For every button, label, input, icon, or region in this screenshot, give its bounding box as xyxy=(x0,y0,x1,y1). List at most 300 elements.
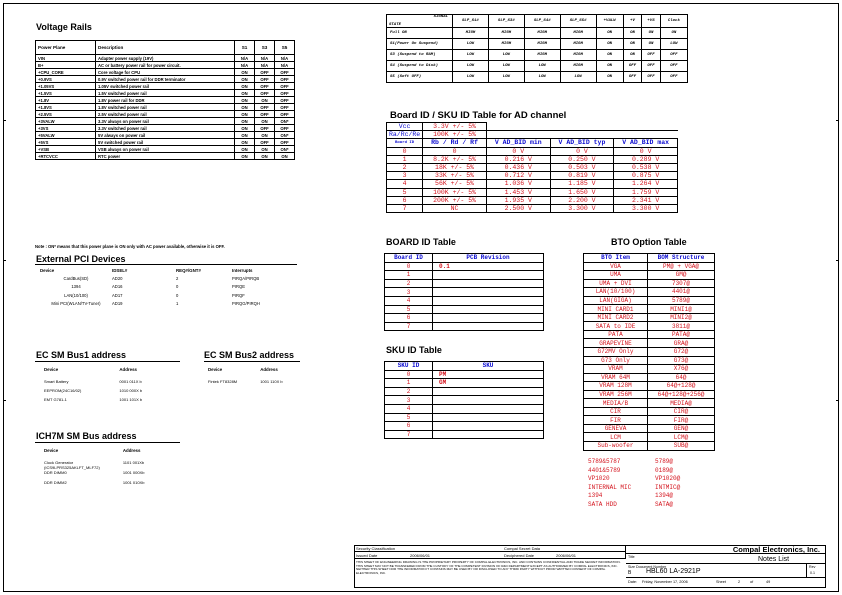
ad-cell: 33K +/- 5% xyxy=(423,172,487,180)
bto-cell-bom: PATA@ xyxy=(648,330,715,339)
rails-row xyxy=(36,90,295,97)
company-name: Compal Electronics, Inc. xyxy=(626,545,826,554)
state-cell: LOW xyxy=(524,72,560,83)
rails-cell: 5V always on power rail xyxy=(96,132,235,139)
bto-extra-row xyxy=(588,501,714,510)
rails-cell: N/A xyxy=(255,62,275,69)
rails-cell: ON* xyxy=(275,146,295,153)
state-cell: LOW xyxy=(453,39,489,50)
state-cell: ON xyxy=(642,39,660,50)
doc-label: Size Document Number xyxy=(628,565,667,569)
state-cell: ON xyxy=(623,28,641,39)
state-signal-label: SIGNAL xyxy=(433,15,448,19)
state-cell: LOW xyxy=(524,61,560,72)
rails-cell: ON xyxy=(235,104,255,111)
pci-row xyxy=(40,300,296,309)
sku-id-cell-id: 3 xyxy=(385,396,433,405)
rails-cell: AC or battery power rail for power circuit. xyxy=(96,62,235,69)
sku-id-title: SKU ID Table xyxy=(386,345,442,355)
bto-extra-item: 4401&5789 xyxy=(588,466,621,474)
rails-cell: ON* xyxy=(275,132,295,139)
rails-cell: Core voltage for CPU xyxy=(96,69,235,76)
state-header-cell: Clock xyxy=(660,15,687,28)
state-cell: HIGH xyxy=(560,28,596,39)
ad-cell: 4 xyxy=(387,180,423,188)
bto-extra-item: 1394 xyxy=(588,492,603,499)
ich7m-bus-title: ICH7M SM Bus address xyxy=(36,431,137,441)
ad-vcc-value: 3.3V +/- 5% xyxy=(423,123,487,131)
state-cell: HIGH xyxy=(453,28,489,39)
ich7m-bus-rule xyxy=(35,442,180,443)
bto-cell-bom: G72@ xyxy=(648,348,715,357)
sku-id-header-value: SKU xyxy=(433,362,544,371)
ad-cell: 0 V xyxy=(486,147,550,155)
ad-header-row xyxy=(387,139,678,147)
state-cell: ON xyxy=(642,28,660,39)
pci-cell: 2 xyxy=(176,275,179,281)
rails-cell: +5VALW xyxy=(36,132,96,139)
security-row xyxy=(354,545,626,552)
date-row xyxy=(626,578,826,588)
bto-row xyxy=(584,322,715,331)
sku-id-cell-id: 4 xyxy=(385,404,433,413)
rails-cell: ON xyxy=(235,132,255,139)
board-id-row xyxy=(385,279,544,288)
zone-tick xyxy=(836,400,839,401)
rails-cell: +5VS xyxy=(36,139,96,146)
smbus-row xyxy=(44,470,180,480)
bto-cell-bom: MINI1@ xyxy=(648,305,715,314)
pci-cell: AD19 xyxy=(112,301,123,307)
rails-cell: 1.8V switched power rail xyxy=(96,104,235,111)
board-id-cell-value xyxy=(433,288,544,297)
state-header-cell: SLP_S1# xyxy=(453,15,489,28)
board-id-cell-id: 6 xyxy=(385,314,433,323)
ad-cell: 5 xyxy=(387,188,423,196)
bto-row xyxy=(584,442,715,451)
board-id-cell-value xyxy=(433,322,544,331)
pci-cell: PIRQG/PIRQH xyxy=(232,301,260,307)
ad-cell: 1.759 V xyxy=(614,188,678,196)
ad-row xyxy=(387,180,678,188)
rails-cell: 0.9V switched power rail for DDR terminator xyxy=(96,76,235,83)
pci-cell: 0 xyxy=(176,284,179,290)
board-id-cell-id: 1 xyxy=(385,271,433,280)
rev-label: Rev xyxy=(809,565,816,569)
rails-row xyxy=(36,97,295,104)
state-cell: LOW xyxy=(453,50,489,61)
rails-cell: ON xyxy=(235,125,255,132)
of-value: 49 xyxy=(766,580,771,584)
ec-sm-bus2-title: EC SM Bus2 address xyxy=(204,350,295,360)
bto-cell-item: VRAM 256M xyxy=(584,390,648,399)
pci-row xyxy=(40,291,296,300)
bto-cell-item: LAN(10/100) xyxy=(584,288,648,297)
bto-cell-item: Sub-woofer xyxy=(584,442,648,451)
board-id-row xyxy=(385,305,544,314)
pci-header-cell: IDSEL# xyxy=(112,267,128,273)
ec-sm-bus2-table xyxy=(208,367,298,388)
ad-row xyxy=(387,172,678,180)
bto-extra-item: VP1020 xyxy=(588,475,610,482)
rails-cell: 5V switched power rail xyxy=(96,139,235,146)
title-label: Title xyxy=(628,555,635,559)
bto-row xyxy=(584,365,715,374)
state-cell: ON xyxy=(660,28,687,39)
ad-cell: 2 xyxy=(387,163,423,171)
bto-cell-bom: G73@ xyxy=(648,356,715,365)
bto-cell-item: UMA xyxy=(584,271,648,280)
rails-cell: Adapter power supply (19V) xyxy=(96,55,235,62)
bto-cell-item: G73 Only xyxy=(584,356,648,365)
state-cell: HIGH xyxy=(560,39,596,50)
board-id-row xyxy=(385,262,544,271)
sku-id-cell-value xyxy=(433,413,544,422)
rails-cell: ON xyxy=(255,97,275,104)
ad-row xyxy=(387,155,678,163)
rails-cell: N/A xyxy=(255,55,275,62)
pci-cell: 1394 xyxy=(71,284,81,290)
board-id-header-row xyxy=(385,254,544,263)
rails-cell: +CPU_CORE xyxy=(36,69,96,76)
bto-cell-item: MINI CARD1 xyxy=(584,305,648,314)
rails-cell: OFF xyxy=(275,69,295,76)
smbus-row xyxy=(44,480,180,490)
rails-row xyxy=(36,55,295,62)
bto-extra-bom: 5789@ xyxy=(655,458,674,465)
state-cell: ON xyxy=(623,39,641,50)
bto-cell-bom: SUB@ xyxy=(648,442,715,451)
rails-cell: ON xyxy=(255,118,275,125)
rails-cell: OFF xyxy=(275,83,295,90)
state-header-cell: SLP_S3# xyxy=(488,15,524,28)
rails-cell: +3VS xyxy=(36,125,96,132)
bto-row xyxy=(584,305,715,314)
smbus-header-cell: Address xyxy=(122,448,141,453)
rails-cell: OFF xyxy=(255,76,275,83)
state-cell: HIGH xyxy=(524,28,560,39)
bto-cell-bom: 5789@ xyxy=(648,296,715,305)
rails-header-cell: S3 xyxy=(255,41,275,55)
ec-sm-bus1-rule xyxy=(35,361,180,362)
sku-id-cell-value: GM xyxy=(433,379,544,388)
smbus-cell: Fintek FT8328M xyxy=(208,379,238,384)
rails-header-cell: Power Plane xyxy=(36,41,96,55)
bto-cell-item: VRAM xyxy=(584,365,648,374)
board-id-cell-id: 0 xyxy=(385,262,433,271)
bto-cell-item: GRAPEVINE xyxy=(584,339,648,348)
state-cell: LOW xyxy=(488,72,524,83)
board-id-cell-id: 3 xyxy=(385,288,433,297)
smbus-cell: EEPROM(24C16/02) xyxy=(44,388,82,393)
bto-row xyxy=(584,356,715,365)
sku-id-cell-value: PM xyxy=(433,370,544,379)
ad-cell: 0 xyxy=(423,147,487,155)
bto-cell-bom: 3811@ xyxy=(648,322,715,331)
date-label: Date: xyxy=(628,580,638,584)
bto-row xyxy=(584,416,715,425)
bto-extra-row xyxy=(588,475,714,484)
state-cell: OFF xyxy=(642,72,660,83)
state-cell: HIGH xyxy=(560,50,596,61)
rails-cell: OFF xyxy=(275,76,295,83)
bto-row xyxy=(584,407,715,416)
state-cell: LOW xyxy=(453,61,489,72)
state-header-cell: SLP_S5# xyxy=(560,15,596,28)
zone-tick xyxy=(836,260,839,261)
ad-cell: 0 V xyxy=(614,147,678,155)
board-id-row xyxy=(385,271,544,280)
deciphered-value: 2006/06/01 xyxy=(556,553,577,558)
bto-cell-bom: LCM@ xyxy=(648,433,715,442)
state-state-label: STATE xyxy=(389,23,402,27)
bto-title: BTO Option Table xyxy=(611,237,687,247)
ad-cell: 1.650 V xyxy=(550,188,614,196)
sku-id-cell-value xyxy=(433,396,544,405)
bto-row xyxy=(584,339,715,348)
ad-cell: 0 V xyxy=(550,147,614,155)
board-id-table xyxy=(384,253,544,331)
state-cell: OFF xyxy=(660,50,687,61)
bto-cell-bom: GRA@ xyxy=(648,339,715,348)
rails-header-cell: S1 xyxy=(235,41,255,55)
ad-cell: 3.300 V xyxy=(614,204,678,212)
bto-row xyxy=(584,390,715,399)
bto-row xyxy=(584,279,715,288)
rails-cell: ON xyxy=(235,97,255,104)
bto-cell-item: LAN(GIGA) xyxy=(584,296,648,305)
board-id-row xyxy=(385,314,544,323)
rails-cell: +1.8V xyxy=(36,97,96,104)
state-cell: ON xyxy=(596,50,623,61)
ad-cell: 0.250 V xyxy=(550,155,614,163)
sku-id-cell-value xyxy=(433,404,544,413)
sku-id-row xyxy=(385,404,544,413)
sku-id-row xyxy=(385,370,544,379)
bto-header-bom: BOM Structure xyxy=(648,254,715,263)
pci-cell: CardBus(SD) xyxy=(63,275,89,281)
smbus-row xyxy=(44,379,174,388)
state-row xyxy=(387,50,688,61)
rails-cell: +2.5VS xyxy=(36,111,96,118)
smbus-cell: 1001 101X b xyxy=(119,397,143,402)
bto-table xyxy=(583,253,715,451)
rails-cell: ON* xyxy=(275,118,295,125)
bto-extra-item: INTERNAL MIC xyxy=(588,483,632,491)
bto-row xyxy=(584,373,715,382)
ad-row xyxy=(387,163,678,171)
pci-cell: PIRQE xyxy=(232,284,246,290)
sku-id-header-row xyxy=(385,362,544,371)
bto-row xyxy=(584,330,715,339)
smbus-cell: Smart Battery xyxy=(44,379,69,384)
rails-row xyxy=(36,139,295,146)
zone-tick xyxy=(3,120,6,121)
state-header-row xyxy=(387,15,688,28)
rails-cell: OFF xyxy=(275,125,295,132)
state-cell: HIGH xyxy=(524,39,560,50)
ad-empty xyxy=(486,123,677,131)
state-row xyxy=(387,28,688,39)
smbus-cell: 1001 110X b xyxy=(260,379,283,384)
ad-row xyxy=(387,204,678,212)
ad-row xyxy=(387,188,678,196)
bto-cell-item: CIR xyxy=(584,407,648,416)
bto-cell-bom: 7307@ xyxy=(648,279,715,288)
voltage-rails-note: Note : ON* means that this power plane is ON only with AC power available, otherwise it is OFF. xyxy=(35,244,225,249)
rails-cell: OFF xyxy=(275,104,295,111)
pci-cell: 1 xyxy=(176,301,179,307)
rails-cell: 1.8V power rail for DDR xyxy=(96,97,235,104)
state-cell: ON xyxy=(596,61,623,72)
pci-cell: AD20 xyxy=(112,275,123,281)
zone-tick xyxy=(836,120,839,121)
ad-cell: 0.503 V xyxy=(550,163,614,171)
doc-value: HBL60 LA-2921P xyxy=(646,568,701,575)
ad-cell: 3 xyxy=(387,172,423,180)
smbus-cell: DDR DIMM2 xyxy=(44,480,67,485)
zone-tick xyxy=(3,400,6,401)
board-id-cell-value: 0.1 xyxy=(433,262,544,271)
smbus-cell: 1001 010Xb xyxy=(122,480,145,485)
ad-cell: 0.289 V xyxy=(614,155,678,163)
bto-cell-item: LCM xyxy=(584,433,648,442)
issued-label: Issued Date xyxy=(356,553,378,558)
state-cell: LOW xyxy=(560,72,596,83)
state-cell: HIGH xyxy=(560,61,596,72)
smbus-header-cell: Device xyxy=(208,367,223,372)
pci-cell: PIRQA/PIRQB xyxy=(232,275,260,281)
rails-cell: N/A xyxy=(235,55,255,62)
bto-extra-item: 5789&5787 xyxy=(588,458,621,465)
rails-header-cell: S5 xyxy=(275,41,295,55)
ad-cell: 0.538 V xyxy=(614,163,678,171)
state-row xyxy=(387,61,688,72)
pci-row xyxy=(40,283,296,292)
pci-cell: 0 xyxy=(176,292,179,298)
sku-id-cell-id: 6 xyxy=(385,422,433,431)
ad-cell: 1.185 V xyxy=(550,180,614,188)
rails-cell: ON xyxy=(235,139,255,146)
state-cell: S3 (Suspend to RAM) xyxy=(387,50,453,61)
ec-sm-bus2-rule xyxy=(204,361,300,362)
smbus-header-cell: Address xyxy=(119,367,137,372)
bto-cell-item: MEDIA/B xyxy=(584,399,648,408)
ad-cell: 1 xyxy=(387,155,423,163)
doc-row xyxy=(626,564,826,578)
state-cell: S1(Power On Suspend) xyxy=(387,39,453,50)
bto-cell-item: SATA to IDE xyxy=(584,322,648,331)
bto-row xyxy=(584,296,715,305)
board-id-row xyxy=(385,296,544,305)
bto-cell-item: VRAM 128M xyxy=(584,382,648,391)
bto-row xyxy=(584,399,715,408)
ad-cell: 0.712 V xyxy=(486,172,550,180)
state-cell: Full ON xyxy=(387,28,453,39)
bto-extra-list xyxy=(588,458,714,509)
ad-cell: 18K +/- 5% xyxy=(423,163,487,171)
board-id-cell-id: 2 xyxy=(385,279,433,288)
smbus-header-cell: Device xyxy=(44,367,59,372)
bto-extra-row xyxy=(588,484,714,493)
rails-cell: ON xyxy=(255,153,275,160)
board-id-cell-value xyxy=(433,271,544,280)
ad-cell: 2.341 V xyxy=(614,196,678,204)
ad-cell: 0.875 V xyxy=(614,172,678,180)
bto-cell-bom: MINI2@ xyxy=(648,313,715,322)
bto-cell-bom: 64@ xyxy=(648,373,715,382)
sku-id-cell-id: 2 xyxy=(385,387,433,396)
rails-cell: ON xyxy=(235,118,255,125)
sku-id-header-id: SKU ID xyxy=(385,362,433,371)
board-id-title: BOARD ID Table xyxy=(386,237,456,247)
sku-id-cell-id: 0 xyxy=(385,370,433,379)
bto-cell-bom: 64@+128@ xyxy=(648,382,715,391)
deciphered-label: Deciphered Date xyxy=(504,553,535,558)
rails-cell: OFF xyxy=(255,104,275,111)
rails-row xyxy=(36,69,295,76)
sku-id-row xyxy=(385,430,544,439)
ad-cell: 0.436 V xyxy=(486,163,550,171)
voltage-rails-title: Voltage Rails xyxy=(36,22,92,32)
state-header-cell: +VS xyxy=(642,15,660,28)
bto-cell-bom: 64@+128@+256@ xyxy=(648,390,715,399)
ec-sm-bus1-title: EC SM Bus1 address xyxy=(36,350,127,360)
smbus-cell: DDR DIMM0 xyxy=(44,470,67,475)
state-cell: OFF xyxy=(623,72,641,83)
sku-id-cell-value xyxy=(433,387,544,396)
rails-cell: OFF xyxy=(275,90,295,97)
bto-cell-bom: GM@ xyxy=(648,271,715,280)
bto-cell-item: VRAM 64M xyxy=(584,373,648,382)
ich7m-bus-table xyxy=(44,448,180,490)
rails-row xyxy=(36,125,295,132)
bto-row xyxy=(584,271,715,280)
external-pci-rule xyxy=(35,264,297,265)
pci-cell: AD16 xyxy=(112,284,123,290)
rails-row xyxy=(36,153,295,160)
bto-cell-bom: MEDIA@ xyxy=(648,399,715,408)
sku-id-row xyxy=(385,422,544,431)
date-value: Friday, November 17, 2006 xyxy=(642,580,688,584)
ad-header-rb: Rb / Rd / Rf xyxy=(423,139,487,147)
security-label: Security Classification xyxy=(356,546,396,551)
rails-cell: +1.8VS xyxy=(36,104,96,111)
board-id-cell-id: 7 xyxy=(385,322,433,331)
rails-header-cell: Description xyxy=(96,41,235,55)
state-cell: LOW xyxy=(488,50,524,61)
state-cell: ON xyxy=(623,50,641,61)
state-cell: HIGH xyxy=(488,28,524,39)
rails-row xyxy=(36,104,295,111)
ad-cell: 6 xyxy=(387,196,423,204)
bto-cell-item: VGA xyxy=(584,262,648,271)
ad-cell: 0.216 V xyxy=(486,155,550,163)
ad-cell: 1.453 V xyxy=(486,188,550,196)
state-row xyxy=(387,39,688,50)
bto-cell-item: MINI CARD2 xyxy=(584,313,648,322)
sku-id-row xyxy=(385,387,544,396)
bto-cell-item: GENEVA xyxy=(584,424,648,433)
smbus-row xyxy=(44,397,174,406)
smbus-row xyxy=(208,379,298,388)
smbus-header-cell: Device xyxy=(44,448,59,453)
rails-cell: ON xyxy=(255,132,275,139)
ad-cell: 0.819 V xyxy=(550,172,614,180)
state-cell: LOW xyxy=(660,39,687,50)
rails-cell: B+ xyxy=(36,62,96,69)
rails-cell: ON xyxy=(235,111,255,118)
